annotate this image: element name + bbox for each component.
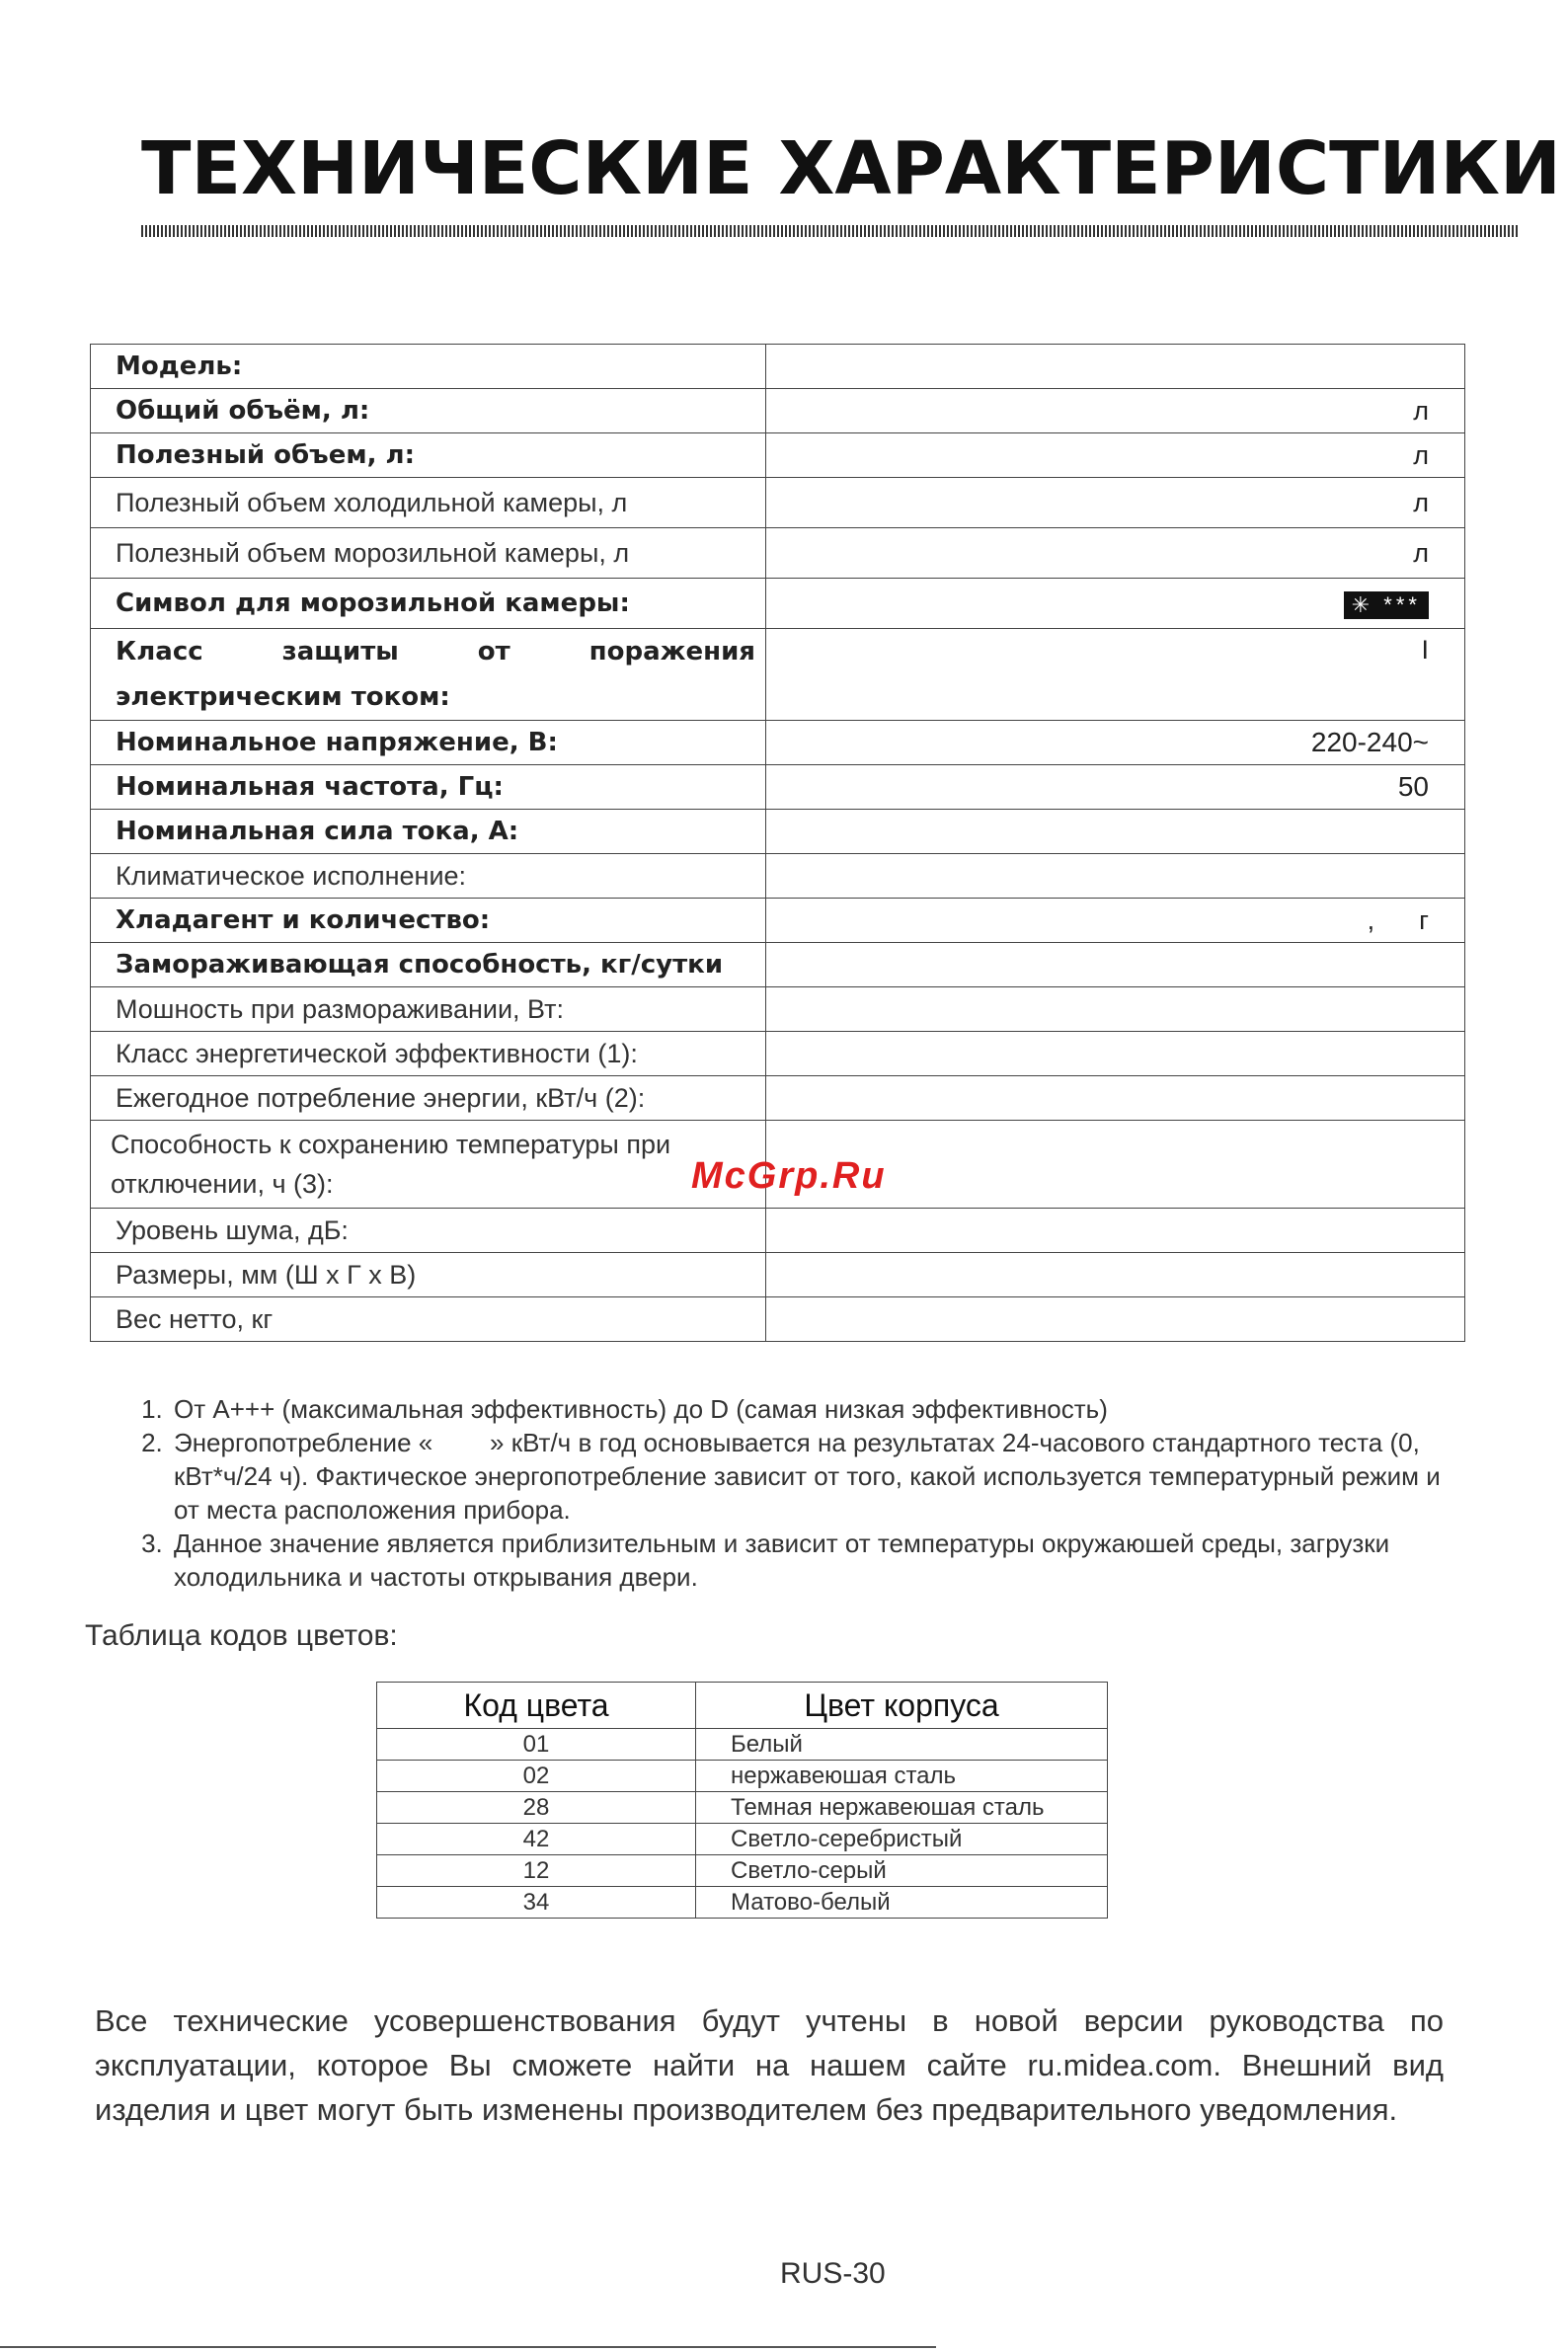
spec-label: Способность к сохранению температуры при отключении, ч (3): xyxy=(91,1121,766,1209)
footnote: 1. От А+++ (максимальная эффективность) до D (самая низкая эффективность) xyxy=(170,1392,1453,1426)
color-name: Светло-серебристый xyxy=(696,1824,1108,1855)
spec-label: Полезный объем холодильной камеры, л xyxy=(91,478,766,528)
spec-value xyxy=(766,943,1465,987)
spec-label: Размеры, мм (Ш х Г х В) xyxy=(91,1253,766,1297)
spec-label: Номинальная частота, Гц: xyxy=(91,765,766,810)
spec-label: Мошность при размораживании, Вт: xyxy=(91,987,766,1032)
color-code: 42 xyxy=(377,1824,696,1855)
color-table-title: Таблица кодов цветов: xyxy=(85,1619,398,1652)
spec-value: 50 xyxy=(766,765,1465,810)
color-table-header xyxy=(377,1683,1108,1729)
color-code: 02 xyxy=(377,1761,696,1792)
color-code: 01 xyxy=(377,1729,696,1761)
color-codes-table xyxy=(376,1682,1108,1919)
spec-row xyxy=(91,1253,1465,1297)
color-name: Матово-белый xyxy=(696,1887,1108,1919)
spec-row xyxy=(91,943,1465,987)
spec-value xyxy=(766,987,1465,1032)
spec-row xyxy=(91,389,1465,433)
color-name: нержавеюшая сталь xyxy=(696,1761,1108,1792)
spec-value xyxy=(766,1032,1465,1076)
spec-label: Номинальное напряжение, В: xyxy=(91,721,766,765)
spec-row xyxy=(91,1297,1465,1342)
spec-value: I xyxy=(766,629,1465,721)
spec-row xyxy=(91,810,1465,854)
spec-row xyxy=(91,528,1465,579)
color-name: Белый xyxy=(696,1729,1108,1761)
spec-row xyxy=(91,765,1465,810)
spec-label: Полезный объем морозильной камеры, л xyxy=(91,528,766,579)
spec-row xyxy=(91,579,1465,629)
spec-value xyxy=(766,1253,1465,1297)
spec-label: Полезный объем, л: xyxy=(91,433,766,478)
spec-row xyxy=(91,854,1465,899)
spec-label: Модель: xyxy=(91,345,766,389)
spec-row xyxy=(91,1032,1465,1076)
spec-row xyxy=(91,987,1465,1032)
color-code: 34 xyxy=(377,1887,696,1919)
footnote: 3. Данное значение является приблизительным и зависит от температуры окружаюшей среды, загрузки холодильника и частоты открывания двери. xyxy=(170,1527,1453,1594)
footnote: 2. Энергопотребление « » кВт/ч в год основывается на результатах 24-часового стандартного теста (0, кВт*ч/24 ч). Фактическое энергопотребление зависит от того, какой используется температурный режим и от места расположения прибора. xyxy=(170,1426,1453,1527)
spec-value xyxy=(766,1297,1465,1342)
spec-label: Замораживающая способность, кг/сутки xyxy=(91,943,766,987)
column-header-color: Цвет корпуса xyxy=(696,1683,1108,1729)
color-name: Светло-серый xyxy=(696,1855,1108,1887)
spec-label: Хладагент и количество: xyxy=(91,899,766,943)
spec-label: Уровень шума, дБ: xyxy=(91,1209,766,1253)
color-code: 28 xyxy=(377,1792,696,1824)
spec-row xyxy=(91,345,1465,389)
spec-label: Класс энергетической эффективности (1): xyxy=(91,1032,766,1076)
spec-label: Общий объём, л: xyxy=(91,389,766,433)
spec-row xyxy=(91,899,1465,943)
spec-value xyxy=(766,854,1465,899)
color-code: 12 xyxy=(377,1855,696,1887)
spec-value: л xyxy=(766,433,1465,478)
spec-label: Номинальная сила тока, А: xyxy=(91,810,766,854)
spec-label: Ежегодное потребление энергии, кВт/ч (2): xyxy=(91,1076,766,1121)
spec-value: , г xyxy=(766,899,1465,943)
column-header-code: Код цвета xyxy=(377,1683,696,1729)
spec-value: л xyxy=(766,389,1465,433)
spec-value xyxy=(766,1209,1465,1253)
table-row xyxy=(377,1887,1108,1919)
color-name: Темная нержавеюшая сталь xyxy=(696,1792,1108,1824)
table-row xyxy=(377,1792,1108,1824)
page-number: RUS-30 xyxy=(780,2257,886,2290)
spec-label: Климатическое исполнение: xyxy=(91,854,766,899)
spec-row xyxy=(91,1209,1465,1253)
spec-row xyxy=(91,629,1465,721)
spec-label: Вес нетто, кг xyxy=(91,1297,766,1342)
spec-value xyxy=(766,345,1465,389)
spec-value xyxy=(766,1076,1465,1121)
spec-row xyxy=(91,433,1465,478)
spec-value: л xyxy=(766,528,1465,579)
spec-row xyxy=(91,1076,1465,1121)
spec-label: Символ для морозильной камеры: xyxy=(91,579,766,629)
spec-row xyxy=(91,478,1465,528)
footnotes-list xyxy=(118,1392,1477,1594)
table-row xyxy=(377,1761,1108,1792)
disclaimer-paragraph: Все технические усовершенствования будут учтены в новой версии руководства по эксплуатации, которое Вы сможете найти на нашем сайте ru.midea.com. Внешний вид изделия и цвет могут быть изменены производителем без предварительного уведомления. xyxy=(95,2003,1444,2127)
spec-value xyxy=(766,810,1465,854)
page-title: ТЕХНИЧЕСКИЕ ХАРАКТЕРИСТИКИ xyxy=(141,126,1561,211)
spec-value: л xyxy=(766,478,1465,528)
spec-label: Класс защиты от поражения электрическим током: xyxy=(91,629,766,721)
spec-row xyxy=(91,721,1465,765)
table-row xyxy=(377,1824,1108,1855)
watermark: McGrp.Ru xyxy=(691,1155,887,1197)
spec-value: 220-240~ xyxy=(766,721,1465,765)
title-underline xyxy=(141,225,1519,237)
freezer-star-icon: ✳ *** xyxy=(1344,591,1429,619)
table-row xyxy=(377,1855,1108,1887)
table-row xyxy=(377,1729,1108,1761)
bottom-divider xyxy=(0,2346,936,2348)
